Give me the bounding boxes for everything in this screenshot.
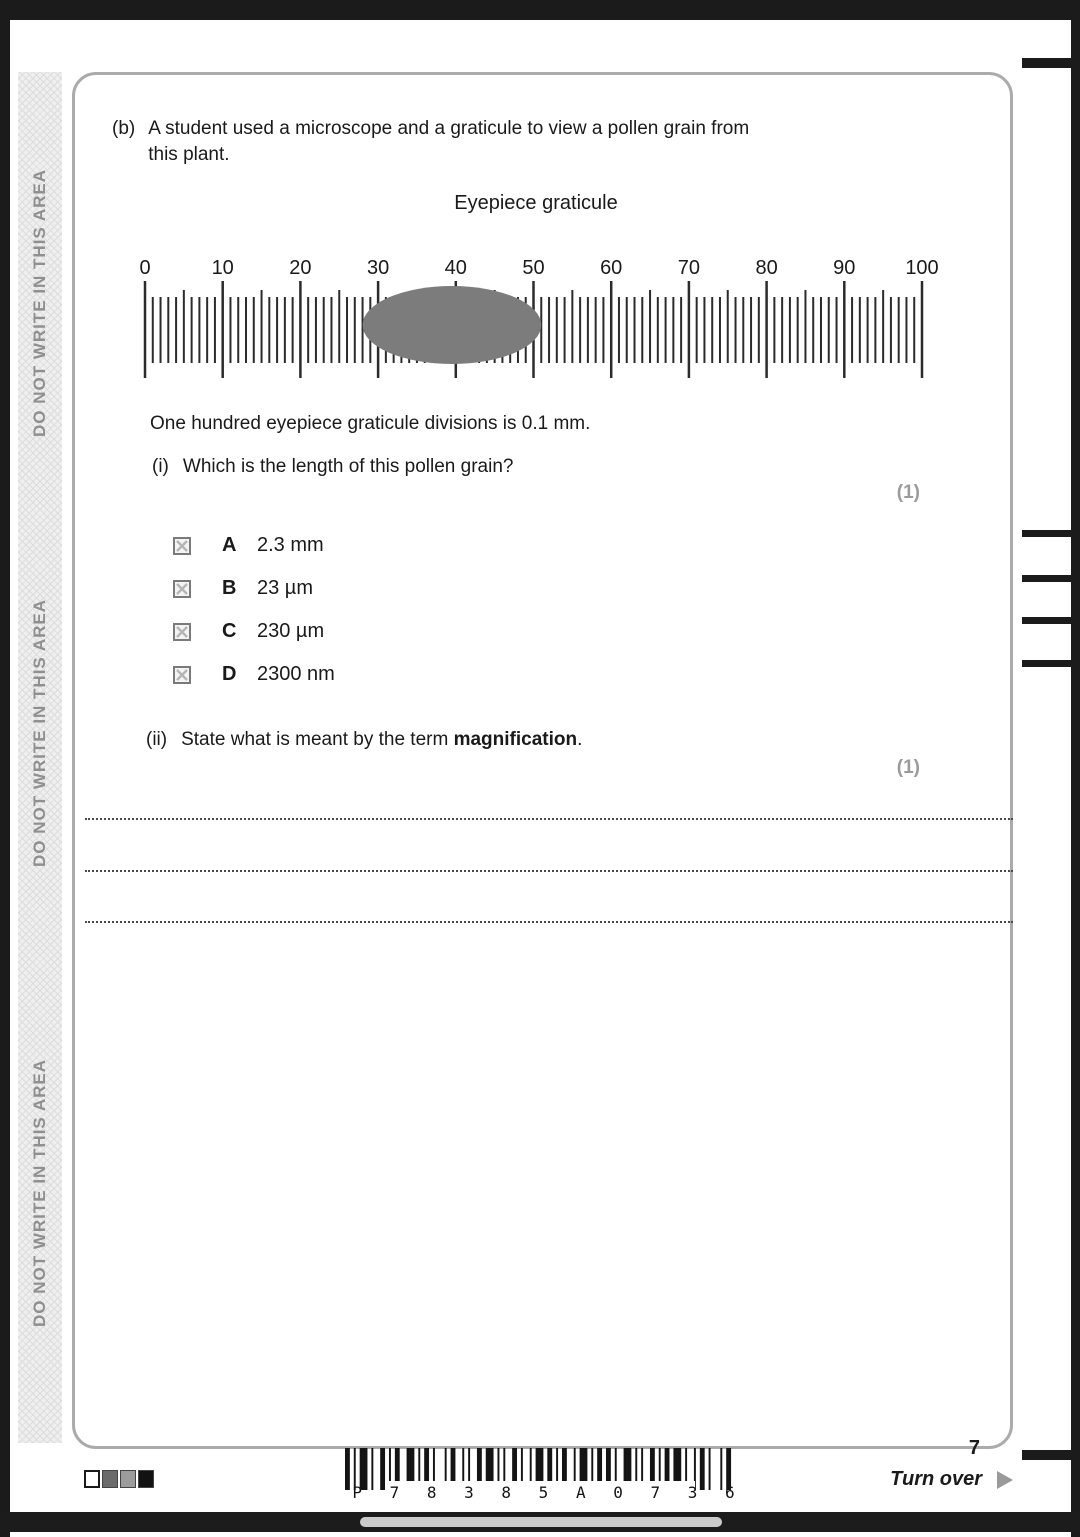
option-letter: B — [222, 577, 237, 599]
ruler-tick-label: 70 — [677, 257, 701, 279]
option-row — [173, 610, 335, 653]
calibration-swatch — [84, 1470, 100, 1488]
option-letter: C — [222, 620, 237, 642]
answer-checkbox[interactable] — [173, 623, 191, 641]
question-intro — [112, 116, 749, 168]
page-number: 7 — [968, 1437, 980, 1459]
barcode-text: P 7 8 3 8 5 A 0 7 3 6 — [352, 1483, 735, 1502]
option-row — [173, 567, 335, 610]
option-letter: A — [222, 534, 237, 556]
do-not-write-label: DO NOT WRITE IN THIS AREA — [30, 168, 49, 437]
graticule-ruler — [100, 248, 980, 388]
marks-badge-i: (1) — [896, 482, 920, 503]
binding-mark — [1022, 617, 1072, 624]
page-edge-left — [0, 0, 10, 1537]
turn-over-label: Turn over — [890, 1468, 982, 1490]
option-row — [173, 524, 335, 567]
option-letter: D — [222, 663, 237, 685]
turn-over-arrow-icon — [997, 1471, 1013, 1489]
question-ii-prompt: State what is meant by the term magnification. — [181, 729, 583, 750]
magnification-term: magnification — [453, 729, 578, 750]
answer-options — [173, 524, 335, 696]
page-edge-right — [1071, 0, 1080, 1537]
barcode — [345, 1448, 735, 1507]
marks-badge-ii: (1) — [896, 757, 920, 778]
ruler-tick-label: 80 — [755, 257, 778, 279]
question-ii-label: (ii) — [146, 729, 168, 750]
ruler-tick-label: 50 — [522, 257, 545, 279]
question-intro-line2: this plant. — [148, 144, 230, 165]
answer-checkbox[interactable] — [173, 537, 191, 555]
scan-pill — [360, 1517, 722, 1527]
calibration-swatch — [102, 1470, 118, 1488]
answer-checkbox[interactable] — [173, 666, 191, 684]
print-calibration-swatches — [84, 1470, 154, 1488]
binding-mark — [1022, 660, 1072, 667]
ruler-tick-label: 100 — [905, 257, 939, 279]
question-intro-line1: A student used a microscope and a graticule to view a pollen grain from — [148, 118, 750, 139]
answer-checkbox[interactable] — [173, 580, 191, 598]
answer-line[interactable] — [85, 921, 1013, 923]
calibration-swatch — [138, 1470, 154, 1488]
calibration-swatch — [120, 1470, 136, 1488]
option-value: 230 µm — [257, 620, 325, 642]
ruler-tick-label: 60 — [600, 257, 623, 279]
eyepiece-graticule-figure — [100, 248, 980, 388]
figure-title: Eyepiece graticule — [454, 192, 618, 214]
ruler-tick-label: 90 — [833, 257, 856, 279]
divisions-note: One hundred eyepiece graticule divisions is 0.1 mm. — [150, 413, 591, 434]
question-i-label: (i) — [152, 456, 169, 477]
option-row — [173, 653, 335, 696]
binding-mark — [1022, 530, 1072, 537]
question-part-label: (b) — [112, 118, 136, 139]
turn-over — [790, 1468, 1013, 1491]
do-not-write-strip — [18, 72, 62, 1443]
ruler-tick-label: 40 — [444, 257, 467, 279]
pollen-grain — [363, 286, 542, 364]
answer-line[interactable] — [85, 818, 1013, 820]
ruler-tick-label: 20 — [289, 257, 312, 279]
do-not-write-label: DO NOT WRITE IN THIS AREA — [30, 598, 49, 867]
question-i — [152, 456, 513, 478]
binding-mark — [1022, 58, 1072, 68]
question-ii — [146, 729, 582, 751]
binding-mark — [1022, 1450, 1072, 1460]
question-i-prompt: Which is the length of this pollen grain? — [182, 456, 514, 477]
option-value: 2300 nm — [257, 663, 335, 685]
ruler-tick-label: 0 — [139, 257, 151, 279]
ruler-tick-label: 30 — [366, 257, 390, 279]
option-value: 2.3 mm — [257, 534, 324, 556]
option-value: 23 µm — [257, 577, 313, 599]
answer-line[interactable] — [85, 870, 1013, 872]
page-edge-top — [0, 0, 1080, 20]
binding-mark — [1022, 575, 1072, 582]
do-not-write-label: DO NOT WRITE IN THIS AREA — [30, 1058, 49, 1327]
ruler-tick-label: 10 — [211, 257, 234, 279]
